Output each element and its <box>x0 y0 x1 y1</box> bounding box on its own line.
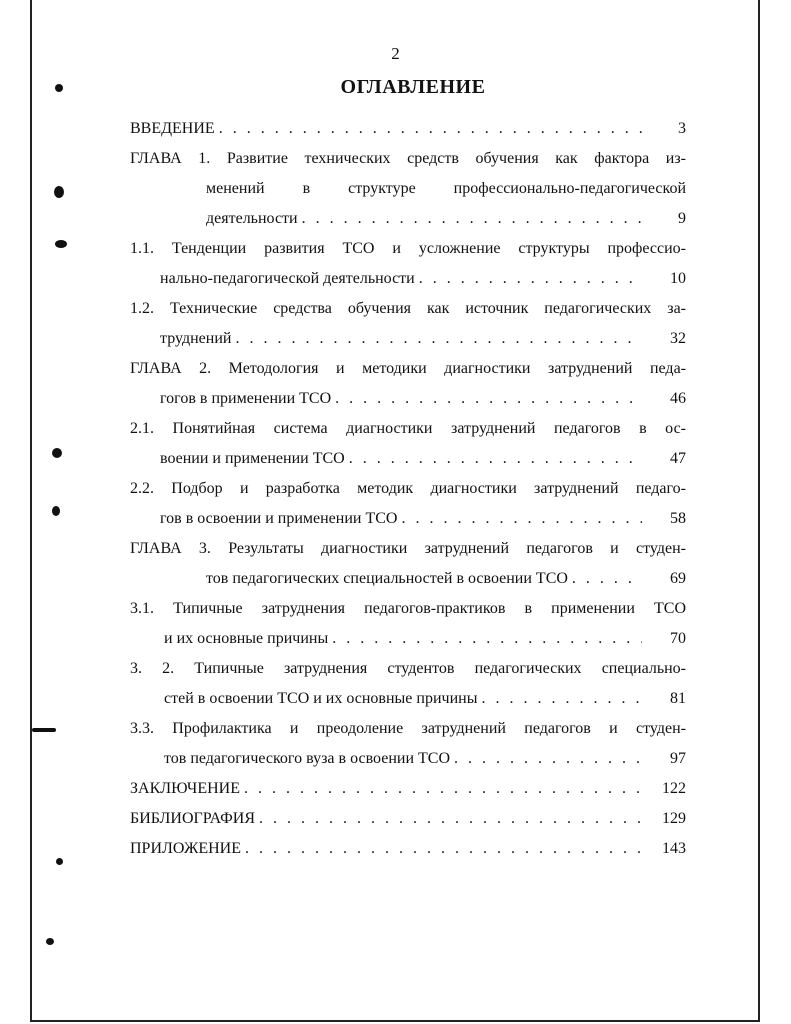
toc-entry-text: стей в освоении ТСО и их основные причины <box>164 690 478 707</box>
toc-entry-text: и их основные причины <box>164 630 329 647</box>
toc-entry-text: менений в структуре профессионально-педагогической <box>206 180 686 197</box>
toc-entry-text: 3.1. Типичные затруднения педагогов-практиков в применении ТСО <box>130 600 686 617</box>
toc-page-number: 122 <box>662 780 686 797</box>
dot-leader <box>419 264 642 294</box>
toc-entry <box>130 114 686 144</box>
table-of-contents <box>130 114 686 864</box>
toc-entry <box>130 834 686 864</box>
toc-entry-text: ВВЕДЕНИЕ <box>130 120 215 137</box>
dot-leader <box>349 444 642 474</box>
toc-entry-text: деятельности <box>206 210 298 227</box>
toc-entry-text: 1.1. Тенденции развития ТСО и усложнение структуры профессио- <box>130 240 686 257</box>
dot-leader <box>259 804 642 834</box>
toc-entry <box>130 474 686 534</box>
toc-entry <box>130 294 686 354</box>
toc-entry-text: 2.2. Подбор и разработка методик диагностики затруднений педаго- <box>130 480 686 497</box>
toc-entry-text: ГЛАВА 1. Развитие технических средств обучения как фактора из- <box>130 150 686 167</box>
scan-mark <box>52 448 62 458</box>
toc-page-number: 32 <box>670 330 686 347</box>
dot-leader <box>302 204 642 234</box>
toc-entry-text: ГЛАВА 2. Методология и методики диагностики затруднений педа- <box>130 360 686 377</box>
toc-entry <box>130 654 686 714</box>
toc-page-number: 69 <box>670 570 686 587</box>
dot-leader <box>245 834 642 864</box>
toc-entry-text: 2.1. Понятийная система диагностики затруднений педагогов в ос- <box>130 420 686 437</box>
toc-page-number: 143 <box>662 840 686 857</box>
toc-page-number: 81 <box>670 690 686 707</box>
toc-page-number: 58 <box>670 510 686 527</box>
scan-mark <box>46 938 54 945</box>
toc-entry <box>130 804 686 834</box>
toc-entry <box>130 774 686 804</box>
toc-page-number: 10 <box>670 270 686 287</box>
toc-entry <box>130 234 686 294</box>
toc-entry-text: тов педагогического вуза в освоении ТСО <box>164 750 451 767</box>
toc-entry-text: 1.2. Технические средства обучения как источник педагогических за- <box>130 300 686 317</box>
toc-entry-text: 3.3. Профилактика и преодоление затруднений педагогов и студен- <box>130 720 686 737</box>
toc-entry-text: нально-педагогической деятельности <box>160 270 415 287</box>
toc-entry <box>130 354 686 414</box>
dot-leader <box>401 504 642 534</box>
dot-leader <box>481 684 642 714</box>
toc-page-number: 129 <box>662 810 686 827</box>
toc-entry <box>130 414 686 474</box>
toc-entry-text: ПРИЛОЖЕНИЕ <box>130 840 242 857</box>
toc-entry-text: гогов в применении ТСО <box>160 390 332 407</box>
toc-entry <box>130 534 686 594</box>
scan-mark <box>56 858 63 865</box>
dot-leader <box>572 564 642 594</box>
dot-leader <box>244 774 642 804</box>
toc-entry-text: БИБЛИОГРАФИЯ <box>130 810 256 827</box>
toc-entry-text: воении и применении ТСО <box>160 450 345 467</box>
toc-entry <box>130 714 686 774</box>
toc-entry <box>130 144 686 234</box>
scan-mark <box>54 186 64 198</box>
toc-entry-text: тов педагогических специальностей в освоении ТСО <box>206 570 568 587</box>
dot-leader <box>219 114 642 144</box>
dot-leader <box>332 624 642 654</box>
toc-entry-text: труднений <box>160 330 232 347</box>
dot-leader <box>335 384 642 414</box>
toc-page-number: 46 <box>670 390 686 407</box>
toc-entry <box>130 594 686 654</box>
toc-page-number: 3 <box>678 120 686 137</box>
page-title: ОГЛАВЛЕНИЕ <box>340 76 486 98</box>
scan-mark <box>55 240 67 248</box>
toc-page-number: 97 <box>670 750 686 767</box>
page-number: 2 <box>391 44 400 63</box>
toc-page-number: 70 <box>670 630 686 647</box>
toc-entry-text: ГЛАВА 3. Результаты диагностики затруднений педагогов и студен- <box>130 540 686 557</box>
toc-entry-text: гов в освоении и применении ТСО <box>160 510 398 527</box>
toc-page-number: 9 <box>678 210 686 227</box>
toc-page-number: 47 <box>670 450 686 467</box>
dot-leader <box>235 324 642 354</box>
dot-leader <box>454 744 642 774</box>
scan-mark <box>52 506 60 516</box>
scan-mark <box>32 728 56 732</box>
toc-entry-text: 3. 2. Типичные затруднения студентов педагогических специально- <box>130 660 686 677</box>
toc-entry-text: ЗАКЛЮЧЕНИЕ <box>130 780 240 797</box>
